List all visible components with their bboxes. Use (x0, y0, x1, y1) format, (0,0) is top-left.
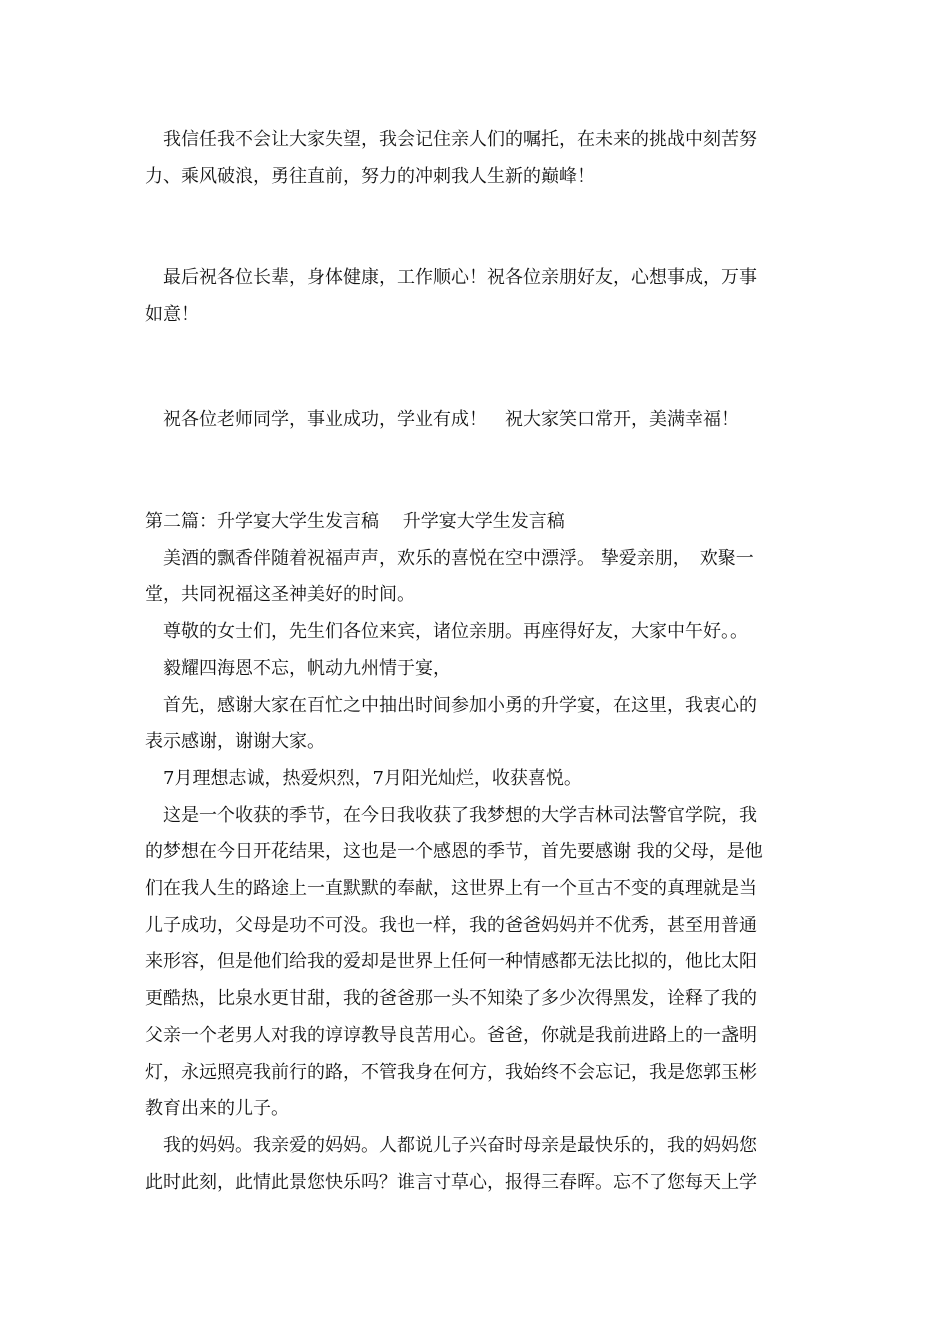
text-line: 们在我人生的路途上一直默默的奉献，这世界上有一个亘古不变的真理就是当 (145, 878, 757, 900)
text-line: 灯，永远照亮我前行的路，不管我身在何方，我始终不会忘记，我是您郭玉彬 (145, 1061, 757, 1083)
text-line: 最后祝各位长辈，身体健康，工作顺心！祝各位亲朋好友，心想事成，万事 (145, 267, 757, 288)
text-line: 我信任我不会让大家失望，我会记住亲人们的嘱托，在未来的挑战中刻苦努 (145, 129, 757, 150)
text-line: 尊敬的女士们，先生们各位来宾，诸位亲朋。再座得好友，大家中午好。。 (145, 621, 748, 643)
paragraph-promise (145, 121, 805, 195)
text-line: 美酒的飘香伴随着祝福声声，欢乐的喜悦在空中漂浮。 挚爱亲朋， 欢聚一 (145, 547, 754, 569)
text-line: 力、乘风破浪，勇往直前，努力的冲刺我人生新的巅峰！ (145, 166, 595, 187)
text-line: 这是一个收获的季节，在今日我收获了我梦想的大学吉林司法警官学院，我 (145, 804, 757, 826)
text-line: 父亲一个老男人对我的谆谆教导良苦用心。爸爸，你就是我前进路上的一盏明 (145, 1024, 757, 1046)
text-line: 首先，感谢大家在百忙之中抽出时间参加小勇的升学宴，在这里，我衷心的 (145, 694, 757, 716)
text-line: 更酷热，比泉水更甘甜，我的爸爸那一头不知染了多少次得黑发，诠释了我的 (145, 988, 757, 1010)
text-line: 来形容，但是他们给我的爱却是世界上任何一种情感都无法比拟的，他比太阳 (145, 951, 757, 973)
text-line: 儿子成功，父母是功不可没。我也一样，我的爸爸妈妈并不优秀，甚至用普通 (145, 914, 757, 936)
text-line: 如意！ (145, 304, 199, 325)
paragraph-blessing-elders (145, 259, 805, 333)
text-line: 7月理想志诚，热爱炽烈，7月阳光灿烂，收获喜悦。 (145, 767, 582, 789)
text-line: 表示感谢，谢谢大家。 (145, 731, 325, 753)
section-two (145, 504, 805, 1201)
text-line: 我的妈妈。我亲爱的妈妈。人都说儿子兴奋时母亲是最快乐的，我的妈妈您 (145, 1134, 757, 1156)
text-line: 的梦想在今日开花结果，这也是一个感恩的季节，首先要感谢 我的父母，是他 (145, 841, 763, 863)
text-line: 此时此刻，此情此景您快乐吗？谁言寸草心，报得三春晖。忘不了您每天上学 (145, 1171, 757, 1193)
section-title: 第二篇：升学宴大学生发言稿 升学宴大学生发言稿 (145, 511, 565, 532)
text-line: 教育出来的儿子。 (145, 1098, 289, 1120)
text-line: 祝各位老师同学，事业成功，学业有成！ 祝大家笑口常开，美满幸福！ (145, 409, 739, 430)
text-line: 毅耀四海恩不忘，帆动九州情于宴， (145, 657, 451, 679)
text-line: 堂，共同祝福这圣神美好的时间。 (145, 584, 415, 606)
paragraph-blessing-teachers (145, 401, 805, 438)
